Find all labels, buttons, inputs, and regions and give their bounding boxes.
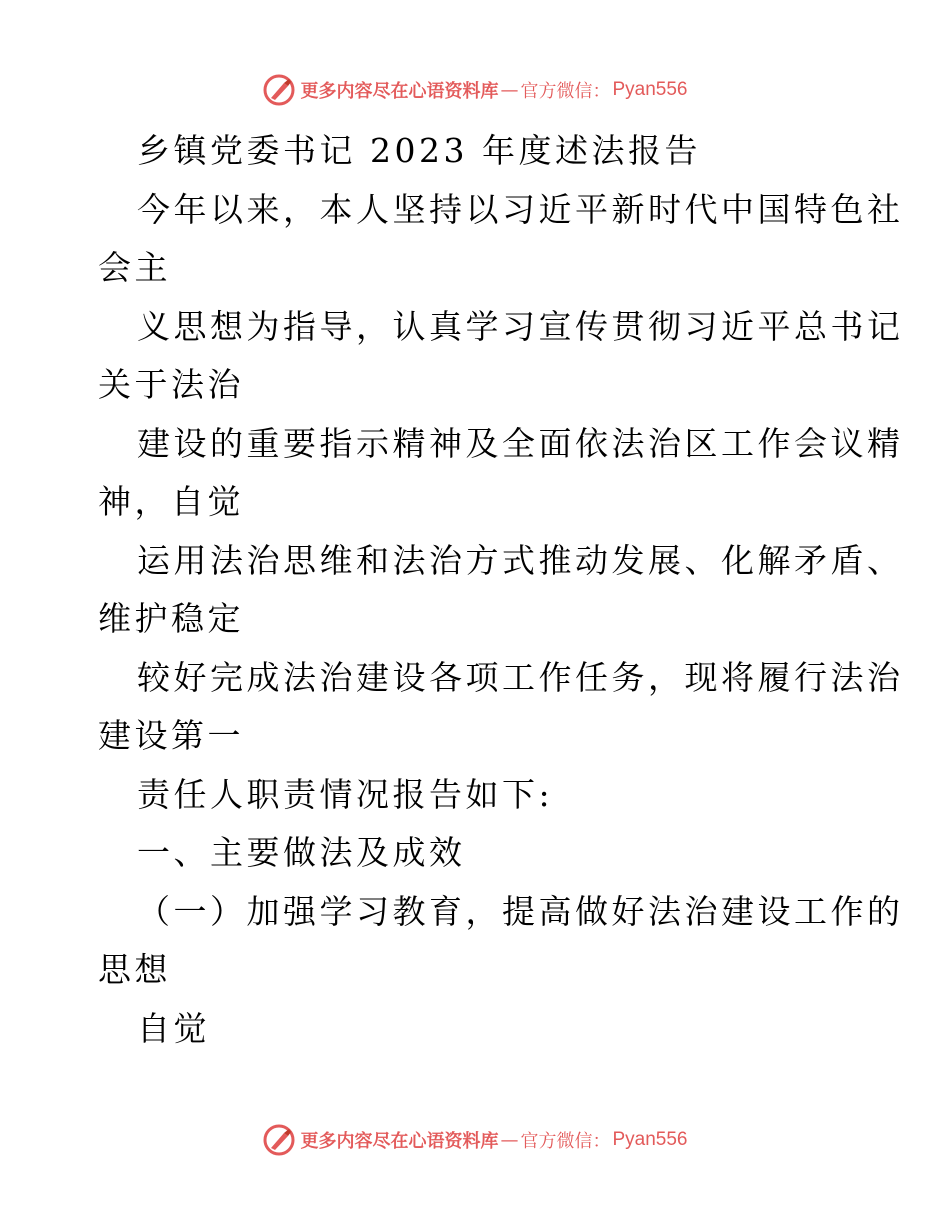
section-heading: 一、主要做法及成效 bbox=[137, 833, 466, 872]
document-title: 乡镇党委书记 2023 年度述法报告 bbox=[137, 131, 701, 170]
paragraph-line: 较好完成法治建设各项工作任务，现将履行法治 bbox=[137, 657, 904, 697]
paragraph-line: 维护稳定 bbox=[98, 599, 244, 638]
watermark-handle: Pyan556 bbox=[612, 1129, 688, 1150]
quill-pen-logo-icon bbox=[262, 73, 296, 107]
watermark-brand: 更多内容尽在心语资料库 bbox=[300, 81, 499, 102]
quill-pen-logo-icon bbox=[262, 1123, 296, 1157]
paragraph-line: 建设第一 bbox=[98, 716, 244, 755]
paragraph-line: 自觉 bbox=[137, 1008, 210, 1048]
footer-watermark bbox=[0, 1120, 950, 1160]
watermark-separator: — bbox=[500, 1129, 519, 1151]
watermark-separator: — bbox=[500, 79, 519, 101]
watermark-handle: Pyan556 bbox=[612, 79, 688, 100]
paragraph-line: 义思想为指导，认真学习宣传贯彻习近平总书记 bbox=[137, 306, 904, 346]
watermark-brand: 更多内容尽在心语资料库 bbox=[300, 1131, 499, 1152]
paragraph-line: 运用法治思维和法治方式推动发展、化解矛盾、 bbox=[137, 540, 904, 580]
watermark-wechat-label: 官方微信： bbox=[520, 81, 611, 102]
paragraph-line: 关于法治 bbox=[98, 365, 244, 404]
header-watermark bbox=[0, 70, 950, 110]
paragraph-line: 建设的重要指示精神及全面依法治区工作会议精 bbox=[137, 423, 904, 463]
paragraph-line: 今年以来，本人坚持以习近平新时代中国特色社 bbox=[137, 189, 904, 229]
watermark-wechat-label: 官方微信： bbox=[520, 1131, 611, 1152]
paragraph-line: 责任人职责情况报告如下: bbox=[137, 774, 554, 814]
paragraph-line: 神，自觉 bbox=[98, 482, 244, 521]
subsection-heading: （一）加强学习教育，提高做好法治建设工作的 bbox=[137, 891, 904, 931]
paragraph-line: 思想 bbox=[98, 950, 171, 989]
paragraph-line: 会主 bbox=[98, 248, 171, 287]
document-body bbox=[98, 122, 904, 1058]
